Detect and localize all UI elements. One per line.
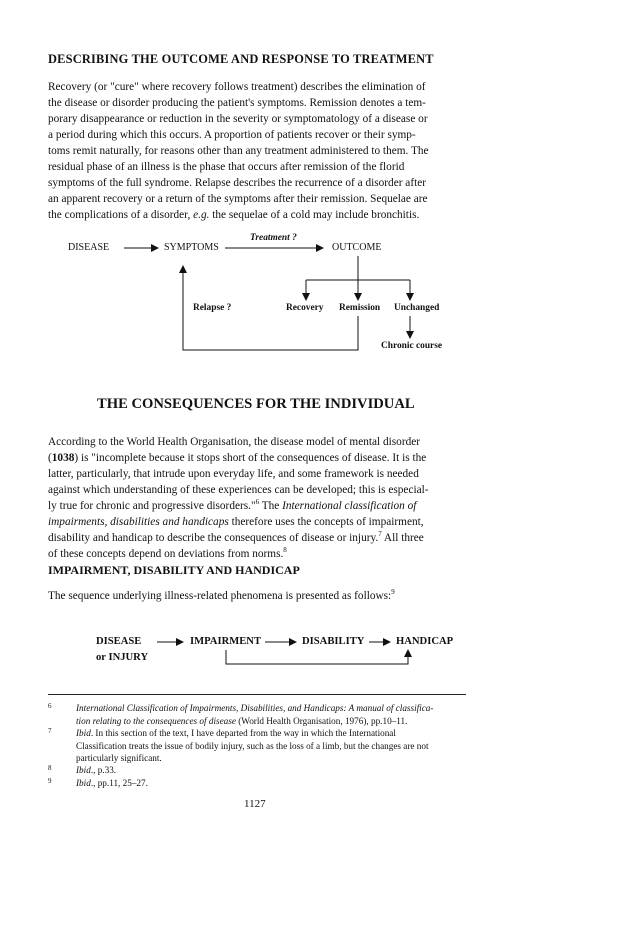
text-line: a period during which this occurs. A proportion of patients recover or their symp- <box>48 129 416 141</box>
text-line: Recovery (or "cure" where recovery follows treatment) describes the elimination of <box>48 81 426 93</box>
text-line: latter, particularly, that intrude upon everyday life, and some framework is needed <box>48 468 419 480</box>
node-injury: or INJURY <box>96 652 149 663</box>
node-recovery: Recovery <box>286 303 324 313</box>
text-line: the disease or disorder producing the patient's symptoms. Remission denotes a tem- <box>48 97 426 109</box>
node-outcome: OUTCOME <box>332 242 382 253</box>
text-line: disability and handicap to describe the consequences of disease or injury.$^7$ All three <box>48 530 424 544</box>
page-number: 1127 <box>244 798 266 810</box>
text-line: (1038) is "incomplete because it stops short of the consequences of disease. It is the <box>48 452 427 464</box>
text-line: porary disappearance or reduction in the severity or symptomatology of a disease or <box>48 113 428 125</box>
node-disability: DISABILITY <box>302 636 365 647</box>
node-remission: Remission <box>339 303 381 313</box>
section-heading-outcome: DESCRIBING THE OUTCOME AND RESPONSE TO TREATMENT <box>48 52 434 66</box>
text-line: against which understanding of these experiences can be developed; this is especial- <box>48 484 429 496</box>
text-line: symptoms of the full syndrome. Relapse describes the recurrence of a disorder after <box>48 177 426 189</box>
text-line: ly true for chronic and progressive disorders."$^6$ The International classification of <box>48 498 417 512</box>
section-heading-impairment: IMPAIRMENT, DISABILITY AND HANDICAP <box>48 563 300 577</box>
document-page: DESCRIBING THE OUTCOME AND RESPONSE TO TREATMENT Recovery (or "cure" where recovery follows treatment) describes the elimination of the disease or disorder producing the patient's symptoms. Remission denotes a tem- porary disappearance or reduction in the severity or symptomatology of a disease or a period during which this occurs. A proportion of patients recover or their symp- toms remit naturally, for reasons other than any treatment administered to them. The residual phase of an illness is the phase that occurs after remission of the florid symptoms of the full syndrome. Relapse describes the recurrence of a disorder after an apparent recovery or a return of the symptoms after their remission. Sequelae are the complications of a disorder, e.g. the sequelae of a cold may include bronchitis. DISEASE SYMPTOMS OUTCOME Treatment ? Relapse ? Recovery Remission Unchanged Chronic course THE CONSEQUENCES FOR THE INDIVIDUAL According to the World Health Organisation, the disease model of mental disorder (1038) is "incomplete because it stops short of the consequences of disease. It is the latter, particularly, that intrude upon everyday life, and some framework is needed against which understanding of these experiences can be developed; this is especial- ly true for chronic and progressive disorders."$^6$ The International classification of impairments, disabilities and handicaps therefore uses the concepts of impairment, disability and handicap to describe the consequences of disease or injury.$^7$ All three of these concepts depend on deviations from norms.$^8$ IMPAIRMENT, DISABILITY AND HANDICAP The sequence underlying illness-related phenomena is presented as follows:$^9$ DISEASE or INJURY IMPAIRMENT DISABILITY HANDICAP 6 International Classification of Impairments, Disabilities, and Handicaps: A manual of classifica- tion relating to the consequences of disease (World Health Organisation, 1976), pp.10–11. 7 Ibid. In this section of the text, I have departed from the way in which the International Classification treats the issue of bodily injury, such as the loss of a limb, but the changes are not particularly significant. 8 Ibid., p.33. 9 Ibid., pp.11, 25–27. 1127 <box>0 0 638 925</box>
label-relapse: Relapse ? <box>193 303 232 313</box>
node-disease: DISEASE <box>96 636 142 647</box>
text-line: an apparent recovery or a return of the symptoms after their remission. Sequelae are <box>48 193 428 205</box>
node-impairment: IMPAIRMENT <box>190 636 262 647</box>
sequence-intro: The sequence underlying illness-related phenomena is presented as follows:$^9$ <box>48 588 395 602</box>
label-treatment: Treatment ? <box>250 233 297 243</box>
text-line: the complications of a disorder, e.g. the sequelae of a cold may include bronchitis. <box>48 209 420 221</box>
node-symptoms: SYMPTOMS <box>164 242 219 253</box>
text-line: residual phase of an illness is the phase that occurs after remission of the florid <box>48 161 405 173</box>
footnote-rule <box>48 694 466 695</box>
node-disease: DISEASE <box>68 242 110 253</box>
text-line: impairments, disabilities and handicaps therefore uses the concepts of impairment, <box>48 516 424 528</box>
text-line: toms remit naturally, for reasons other than any treatment administered to them. The <box>48 145 429 157</box>
node-unchanged: Unchanged <box>394 303 440 313</box>
node-handicap: HANDICAP <box>396 636 454 647</box>
text-line: According to the World Health Organisation, the disease model of mental disorder <box>48 436 421 448</box>
node-chronic-course: Chronic course <box>381 341 443 351</box>
text-line: of these concepts depend on deviations from norms.$^8$ <box>48 546 287 560</box>
section-heading-consequences: THE CONSEQUENCES FOR THE INDIVIDUAL <box>97 396 415 412</box>
arrow-impairment-handicap <box>226 650 408 664</box>
